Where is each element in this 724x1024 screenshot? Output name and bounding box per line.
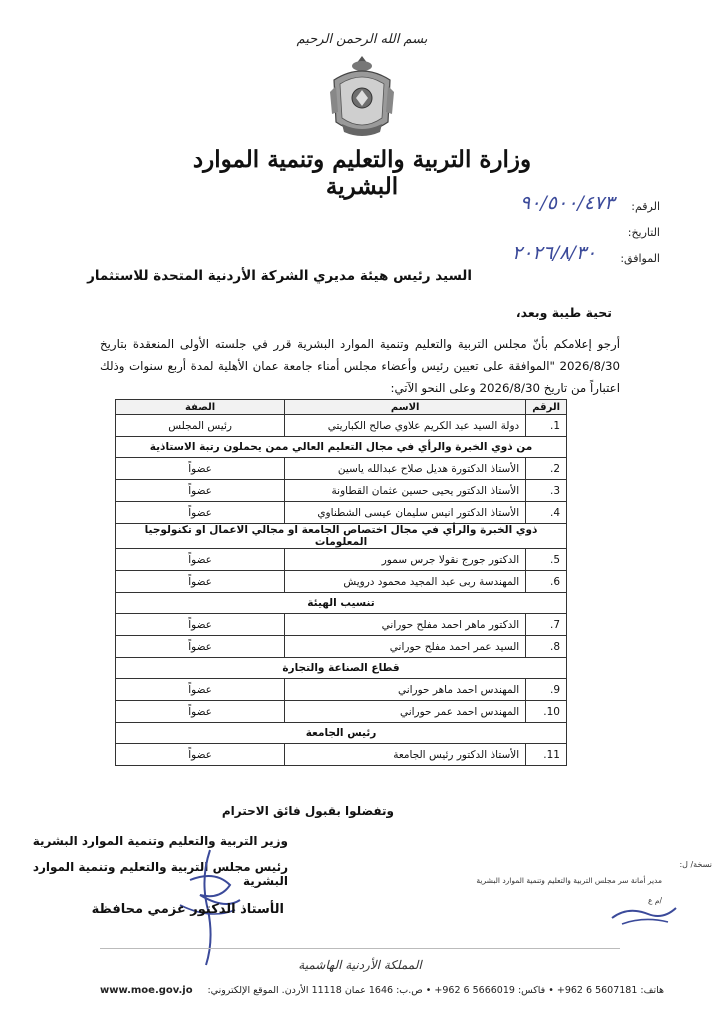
table-row bbox=[116, 701, 567, 723]
row-num: 7. bbox=[526, 614, 567, 636]
row-num: 3. bbox=[526, 480, 567, 502]
section-label: قطاع الصناعة والتجارة bbox=[116, 658, 567, 679]
row-name: المهندس احمد ماهر حوراني bbox=[285, 679, 526, 701]
ministry-title: وزارة التربية والتعليم وتنمية الموارد البشرية bbox=[192, 146, 532, 200]
table-row bbox=[116, 458, 567, 480]
cc-item: مدير أمانة سر مجلس التربية والتعليم وتنمية الموارد البشرية bbox=[476, 876, 662, 885]
table-row bbox=[116, 571, 567, 593]
row-num: 6. bbox=[526, 571, 567, 593]
section-label: من ذوي الخبرة والرأي في مجال التعليم العالي ممن يحملون رتبة الاستاذية bbox=[116, 437, 567, 458]
row-name: الأستاذ الدكتورة هديل صلاح عبدالله ياسين bbox=[285, 458, 526, 480]
table-row bbox=[116, 744, 567, 766]
reference-corresponding-label: الموافق: bbox=[620, 252, 660, 265]
row-name: السيد عمر احمد مفلح حوراني bbox=[285, 636, 526, 658]
cc-item: /م ع bbox=[647, 896, 662, 905]
table-header-row bbox=[116, 400, 567, 415]
row-role: عضواً bbox=[116, 571, 285, 593]
row-role: عضواً bbox=[116, 636, 285, 658]
row-num: 2. bbox=[526, 458, 567, 480]
cc-title: نسخة/ ل: bbox=[679, 860, 712, 869]
table-section-row bbox=[116, 437, 567, 458]
table-section-row bbox=[116, 524, 567, 549]
basmala: بسم الله الرحمن الرحيم bbox=[296, 32, 428, 47]
table-section-row bbox=[116, 658, 567, 679]
table-row bbox=[116, 480, 567, 502]
row-num: 8. bbox=[526, 636, 567, 658]
row-name: الدكتور جورج نقولا جرس سمور bbox=[285, 549, 526, 571]
table-row bbox=[116, 679, 567, 701]
section-label: رئيس الجامعة bbox=[116, 723, 567, 744]
row-role: عضواً bbox=[116, 502, 285, 524]
reference-corresponding-value: ٢٠٢٦/٨/٣٠ bbox=[512, 242, 597, 264]
website-link[interactable]: www.moe.gov.jo bbox=[100, 985, 193, 996]
row-role: عضواً bbox=[116, 679, 285, 701]
row-name: الأستاذ الدكتور رئيس الجامعة bbox=[285, 744, 526, 766]
header-name: الاسم bbox=[285, 400, 526, 415]
footer-divider bbox=[100, 948, 620, 949]
header-num: الرقم bbox=[526, 400, 567, 415]
reference-number-label: الرقم: bbox=[631, 200, 660, 213]
contact-info: هاتف: 5607181 6 962+ • فاكس: 5666019 6 962+ • ص.ب: 1646 عمان 11118 الأردن. الموقع الإلكتروني: bbox=[207, 985, 664, 996]
reference-number-value: ٩٠/٥٠٠/٤٧٣ bbox=[520, 192, 615, 214]
header-role: الصفة bbox=[116, 400, 285, 415]
reference-date bbox=[430, 226, 660, 239]
signatory-title-1: وزير التربية والتعليم وتنمية الموارد البشرية bbox=[32, 834, 288, 848]
row-role: عضواً bbox=[116, 549, 285, 571]
table-row bbox=[116, 636, 567, 658]
row-num: 10. bbox=[526, 701, 567, 723]
initials-scribble bbox=[608, 900, 680, 930]
table-section-row bbox=[116, 593, 567, 614]
row-num: 1. bbox=[526, 415, 567, 437]
row-num: 11. bbox=[526, 744, 567, 766]
row-name: الأستاذ الدكتور انيس سليمان عيسى الشطناوي bbox=[285, 502, 526, 524]
greeting: تحية طيبة وبعد، bbox=[515, 305, 612, 320]
letter-body: أرجو إعلامكم بأنّ مجلس التربية والتعليم وتنمية الموارد البشرية قرر في جلسته الأولى المنعقدة بتاريخ 2026/8/30 "الموافقة على تعيين رئيس وأعضاء مجلس أمناء جامعة عمان الأهلية لمدة أربع سنوات وذلك اعتباراً من تاريخ 2026/8/30 وعلى النحو الآتي: bbox=[100, 337, 620, 395]
row-name: الأستاذ الدكتور يحيى حسين عثمان القطاونة bbox=[285, 480, 526, 502]
row-role: رئيس المجلس bbox=[116, 415, 285, 437]
table-row bbox=[116, 549, 567, 571]
row-role: عضواً bbox=[116, 614, 285, 636]
signatory-name: الأستاذ الدكتور عزمي محافظة bbox=[91, 902, 284, 917]
row-num: 4. bbox=[526, 502, 567, 524]
row-role: عضواً bbox=[116, 480, 285, 502]
row-num: 5. bbox=[526, 549, 567, 571]
table-row bbox=[116, 614, 567, 636]
coat-of-arms-logo bbox=[326, 52, 398, 144]
signatory-title-2: رئيس مجلس التربية والتعليم وتنمية الموارد البشرية bbox=[32, 860, 288, 888]
board-members-table bbox=[115, 399, 567, 766]
section-label: تنسيب الهيئة bbox=[116, 593, 567, 614]
recipient: السيد رئيس هيئة مديري الشركة الأردنية المتحدة للاستثمار bbox=[87, 268, 472, 284]
kingdom-name: المملكة الأردنية الهاشمية bbox=[298, 958, 422, 972]
row-name: الدكتور ماهر احمد مفلح حوراني bbox=[285, 614, 526, 636]
row-name: دولة السيد عبد الكريم علاوي صالح الكباريتي bbox=[285, 415, 526, 437]
row-name: المهندس احمد عمر حوراني bbox=[285, 701, 526, 723]
closing: وتفضلوا بقبول فائق الاحترام bbox=[221, 804, 394, 818]
row-role: عضواً bbox=[116, 458, 285, 480]
row-name: المهندسة ربى عبد المجيد محمود درويش bbox=[285, 571, 526, 593]
section-label: ذوي الخبرة والرأي في مجال اختصاص الجامعة او مجالي الاعمال او تكنولوجيا المعلومات bbox=[116, 524, 567, 549]
row-role: عضواً bbox=[116, 701, 285, 723]
table-section-row bbox=[116, 723, 567, 744]
row-num: 9. bbox=[526, 679, 567, 701]
reference-date-label: التاريخ: bbox=[627, 226, 660, 239]
table-row bbox=[116, 502, 567, 524]
row-role: عضواً bbox=[116, 744, 285, 766]
table-row bbox=[116, 415, 567, 437]
